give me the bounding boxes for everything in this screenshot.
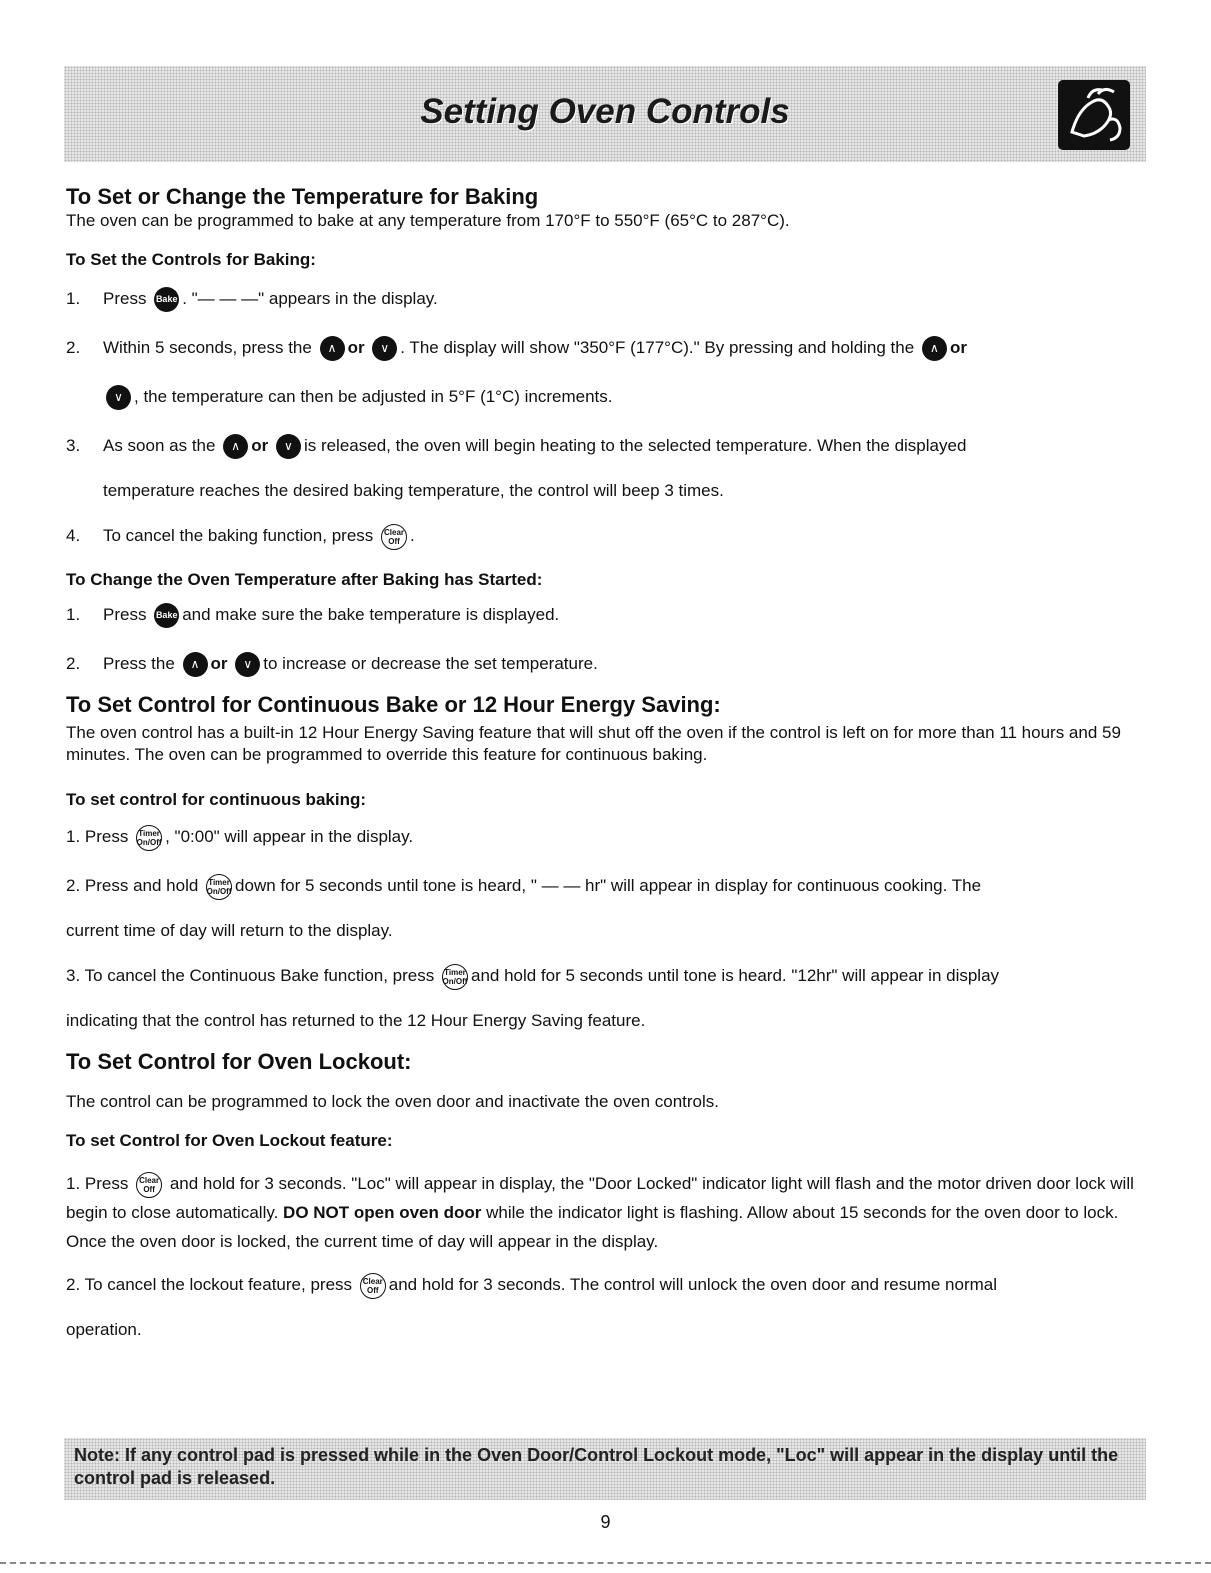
up-arrow-key-icon: ∧ bbox=[223, 434, 248, 459]
subheading: To Set the Controls for Baking: bbox=[66, 250, 316, 269]
timer-key-icon: Timer On/Off bbox=[206, 874, 232, 900]
up-arrow-key-icon: ∧ bbox=[320, 336, 345, 361]
list-item: 1. Press Clear Off and hold for 3 seconds. "Loc" will appear in display, the "Door Locked" indicator light will flash and the motor driven door lock will begin to close automatically. DO NOT open oven door while the indicator light is flashing. Allow about 15 seconds for the oven door to lock. Once the oven door is locked, the current time of day will appear in the display. bbox=[66, 1169, 1146, 1256]
section-intro: The control can be programmed to lock the oven door and inactivate the oven controls. bbox=[66, 1092, 719, 1111]
clear-off-key-icon: Clear Off bbox=[136, 1172, 162, 1198]
list-item: 4. To cancel the baking function, press Clear Off . bbox=[66, 513, 1146, 558]
subheading: To set control for continuous baking: bbox=[66, 790, 367, 809]
list-item-continued: indicating that the control has returned to the 12 Hour Energy Saving feature. bbox=[66, 1011, 646, 1030]
header-banner bbox=[64, 66, 1146, 162]
list-item: 2. Press the ∧ or ∨ to increase or decrease the set temperature. bbox=[66, 641, 1146, 686]
down-arrow-key-icon: ∨ bbox=[276, 434, 301, 459]
main-content bbox=[66, 184, 1146, 1352]
note-box bbox=[64, 1438, 1146, 1500]
section-intro: The oven control has a built-in 12 Hour Energy Saving feature that will shut off the oven if the control is left on for more than 11 hours and 59 minutes. The oven can be programmed to override this feature for continuous baking. bbox=[66, 723, 1121, 764]
up-arrow-key-icon: ∧ bbox=[922, 336, 947, 361]
list-item: 3. As soon as the ∧ or ∨ is released, the oven will begin heating to the selected temperature. When the displayed bbox=[66, 423, 1146, 468]
bake-key-icon: Bake bbox=[154, 603, 179, 628]
up-arrow-key-icon: ∧ bbox=[183, 652, 208, 677]
cooking-hand-icon bbox=[1058, 80, 1130, 150]
list-item: 3. To cancel the Continuous Bake function, press Timer On/Off and hold for 5 seconds until tone is heard. "12hr" will appear in display bbox=[66, 953, 1146, 998]
list-item: 1. Press Timer On/Off , "0:00" will appear in the display. bbox=[66, 814, 1146, 859]
subheading: To Change the Oven Temperature after Baking has Started: bbox=[66, 570, 543, 589]
timer-key-icon: Timer On/Off bbox=[136, 825, 162, 851]
list-item: 1. Press Bake . "— — —" appears in the display. bbox=[66, 276, 1146, 321]
list-item-continued: ∨ , the temperature can then be adjusted in 5°F (1°C) increments. bbox=[66, 374, 1146, 419]
section-heading-lockout: To Set Control for Oven Lockout: bbox=[66, 1049, 412, 1074]
list-item: 2. Within 5 seconds, press the ∧ or ∨ . The display will show "350°F (177°C)." By pressing and holding the ∧ or bbox=[66, 325, 1146, 370]
page-title: Setting Oven Controls bbox=[420, 92, 790, 131]
down-arrow-key-icon: ∨ bbox=[106, 385, 131, 410]
section-heading-baking: To Set or Change the Temperature for Baking bbox=[66, 184, 539, 209]
subheading: To set Control for Oven Lockout feature: bbox=[66, 1131, 393, 1150]
clear-off-key-icon: Clear Off bbox=[360, 1273, 386, 1299]
page-number: 9 bbox=[600, 1512, 611, 1532]
list-item: 2. Press and hold Timer On/Off down for 5 seconds until tone is heard, " — — hr" will appear in display for continuous cooking. The bbox=[66, 863, 1146, 908]
down-arrow-key-icon: ∨ bbox=[235, 652, 260, 677]
section-heading-continuous-bake: To Set Control for Continuous Bake or 12 Hour Energy Saving: bbox=[66, 692, 721, 717]
list-item-continued: current time of day will return to the display. bbox=[66, 921, 393, 940]
warning-text: DO NOT open oven door bbox=[283, 1203, 482, 1222]
list-item: 2. To cancel the lockout feature, press Clear Off and hold for 3 seconds. The control will unlock the oven door and resume normal bbox=[66, 1262, 1146, 1307]
list-item-continued: temperature reaches the desired baking temperature, the control will beep 3 times. bbox=[103, 481, 724, 500]
note-text: Note: If any control pad is pressed while in the Oven Door/Control Lockout mode, "Loc" will appear in the display until the control pad is released. bbox=[74, 1445, 1119, 1488]
down-arrow-key-icon: ∨ bbox=[372, 336, 397, 361]
list-item-continued: operation. bbox=[66, 1320, 142, 1339]
divider bbox=[0, 1562, 1211, 1564]
section-intro: The oven can be programmed to bake at any temperature from 170°F to 550°F (65°C to 287°C). bbox=[66, 211, 790, 230]
bake-key-icon: Bake bbox=[154, 287, 179, 312]
timer-key-icon: Timer On/Off bbox=[442, 964, 468, 990]
list-item: 1. Press Bake and make sure the bake temperature is displayed. bbox=[66, 592, 1146, 637]
clear-off-key-icon: Clear Off bbox=[381, 524, 407, 550]
